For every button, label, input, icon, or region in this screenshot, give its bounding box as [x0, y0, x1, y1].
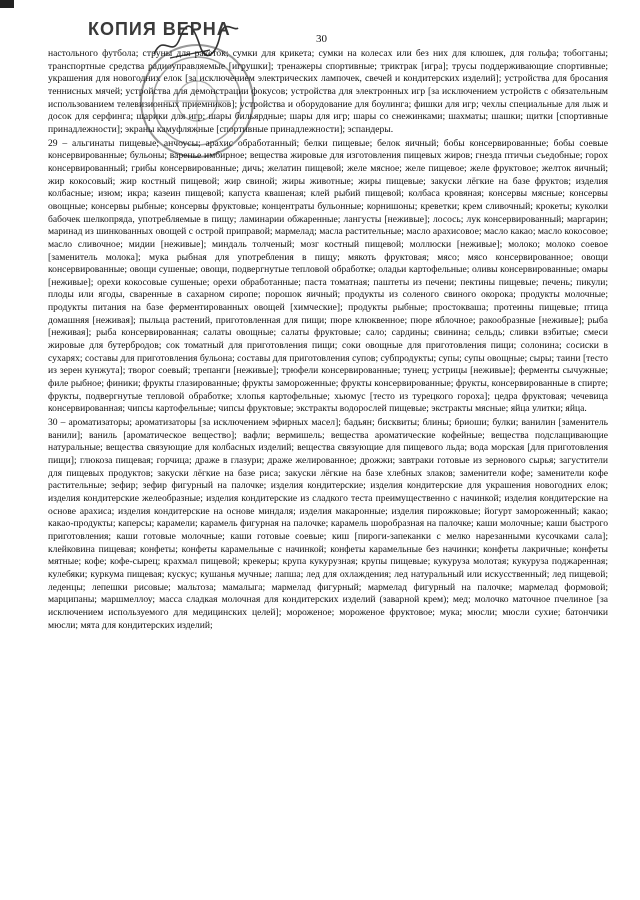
page-number: 30 [316, 33, 327, 45]
paragraph-class-28-continuation: настольного футбола; струны для ракеток; сумки для крикета; сумки на колесах или без них для клюшек, для гольфа; тобогганы; транспортные средства радиоуправляемые [игрушки]; тренажеры спортивные; триктрак [игра]; трусы поддерживающие спортивные; украшения для новогодних елок [за исключением электрических лампочек, свечей и кондитерских изделий]; устройства для бросания теннисных мячей; устройства для демонстрации фокусов; устройства для электронных игр [за исключением устройств с обязательным использованием телевизионных приемников]; устройства и оборудование для боулинга; фишки для игр; чехлы специальные для лыж и досок для серфинга; шарики для игр; шары бильярдные; шары для игр; шары со снежинками; шахматы; шашки; щитки [спортивные принадлежности]; экраны камуфляжные [спортивные принадлежности]; эспандеры. [48, 48, 608, 135]
document-body [48, 48, 608, 632]
paragraph-class-29: 29 – альгинаты пищевые; анчоусы; арахис обработанный; белки пищевые; белок яичный; бобы консервированные; бобы соевые консервированные; бульоны; варенье имбирное; вещества жировые для изготовления пищевых жиров; гнезда птичьи съедобные; горох консервированный; грибы консервированные; дичь; желатин пищевой; желе мясное; желе пищевое; желе фруктовое; желток яичный; жир кокосовый; жир костный пищевой; жир свиной; жиры животные; жиры пищевые; закуски лёгкие на базе фруктов; изделия колбасные; изюм; икра; казеин пищевой; капуста квашеная; клей рыбий пищевой; колбаса кровяная; консервы мясные; консервы овощные; консервы рыбные; консервы фруктовые; концентраты бульонные; корнишоны; креветки; крем сливочный; крокеты; куколки бабочек шелкопряда, употребляемые в пищу; ламинарии обжаренные; лангусты [неживые]; лосось; лук консервированный; маргарин; маринад из шинкованных овощей с острой приправой; мармелад; масла растительные; масло арахисовое; масло какао; масло кокосовое; масло сливочное; мидии [неживые]; миндаль толченый; мозг костный пищевой; моллюски [неживые]; молоко; молоко соевое [заменитель молока]; мука рыбная для употребления в пищу; мякоть фруктовая; мясо; мясо консервированное; овощи консервированные; овощи сушеные; овощи, подвергнутые тепловой обработке; оладьи картофельные; оливы консервированные; омары [неживые]; орехи кокосовые сушеные; орехи обработанные; паста томатная; паштеты из печени; пектины пищевые; печень; пикули; плоды или ягоды, сваренные в сахарном сиропе; порошок яичный; продукты из соленого свиного окорока; продукты молочные; продукты питания на базе ферментированных овощей [химческие]; продукты рыбные; простокваша; протеины пищевые; птица домашняя [неживая]; пыльца растений, приготовленная для пищи; пюре клюквенное; пюре яблочное; ракообразные [неживые]; рыба [неживая]; рыба консервированная; салаты овощные; салаты фруктовые; сало; сардины; свинина; сельдь; сливки взбитые; смеси жировые для бутербродов; сок томатный для приготовления пищи; соки овощные для приготовления пищи; солонина; сосиски в сухарях; составы для приготовления бульона; составы для приготовления супов; субпродукты; супы; супы овощные; сыры; таини [тесто из зерен кунжута]; творог соевый; трепанги [неживые]; трюфели консервированные; тунец; устрицы [неживые]; ферменты сычужные; филе рыбное; финики; фрукты глазированные; фрукты замороженные; фрукты консервированные; фрукты, консервированные в спирте; фрукты, подвергнутые тепловой обработке; хлопья картофельные; хьюмус [тесто из турецкого гороха]; цедра фруктовая; чечевица консервированная; чипсы картофельные; чипсы фруктовые; экстракты водорослей пищевые; экстракты мясные; яйца улитки; яйца. [48, 137, 608, 415]
certified-copy-stamp-text: КОПИЯ ВЕРНА [88, 19, 231, 39]
paragraph-class-30: 30 – ароматизаторы; ароматизаторы [за исключением эфирных масел]; бадьян; бисквиты; блины; бриоши; булки; ванилин [заменитель ванили]; ваниль [ароматическое вещество]; вафли; вермишель; вещества ароматические кофейные; вещества подслащивающие натуральные; вещества связующие для колбасных изделий; вещества связующие для пищевого льда; вода морская [для приготовления пищи]; глюкоза пищевая; горчица; драже в глазури; драже желированное; дрожжи; завтраки готовые из зернового сырья; загустители для пищевых продуктов; закуски лёгкие на базе риса; закуски лёгкие на базе хлебных злаков; заменители кофе; заменители кофе растительные; зефир; зефир фигурный на палочке; изделия кондитерские; изделия кондитерские для украшения новогодних елок; изделия кондитерские желеобразные; изделия кондитерские из сладкого теста преимущественно с начинкой; изделия кондитерские на основе арахиса; изделия кондитерские на основе миндаля; изделия макаронные; изделия пирожковые; йогурт замороженный; какао; какао-продукты; каперсы; карамели; карамель фигурная на палочке; карамель шоробразная на палочке; каши молочные; каши быстрого приготовления; каши готовые молочные; каши готовые соевые; киш [пироги-запеканки с мелко нарезанными кусочками сала]; клейковина пищевая; конфеты; конфеты карамельные с начинкой; конфеты карамельные без начинки; конфеты лакричные; конфеты мятные; кофе; кофе-сырец; крахмал пищевой; крекеры; крупа кукурузная; крупы пищевые; кукуруза молотая; кукуруза поджаренная; кулебяки; куркума пищевая; кускус; кушанья мучные; лапша; лед для охлаждения; лед натуральный или искусственный; лед пищевой; леденцы; лепешки рисовые; мальтоза; мамалыга; мармелад фигурный; мармелад фигурный на палочке; мармелад формовой; марципаны; маршмеллоу; масса сладкая молочная для кондитерских изделий (заварной крем); мед; молочко маточное пчелиное [за исключением используемого для медицинских целей]; мороженое; мороженое фруктовое; мука; мюсли; мюсли сухие; батончики мюсли; мята для кондитерских изделий; [48, 417, 608, 631]
scan-corner-mark [0, 0, 14, 8]
